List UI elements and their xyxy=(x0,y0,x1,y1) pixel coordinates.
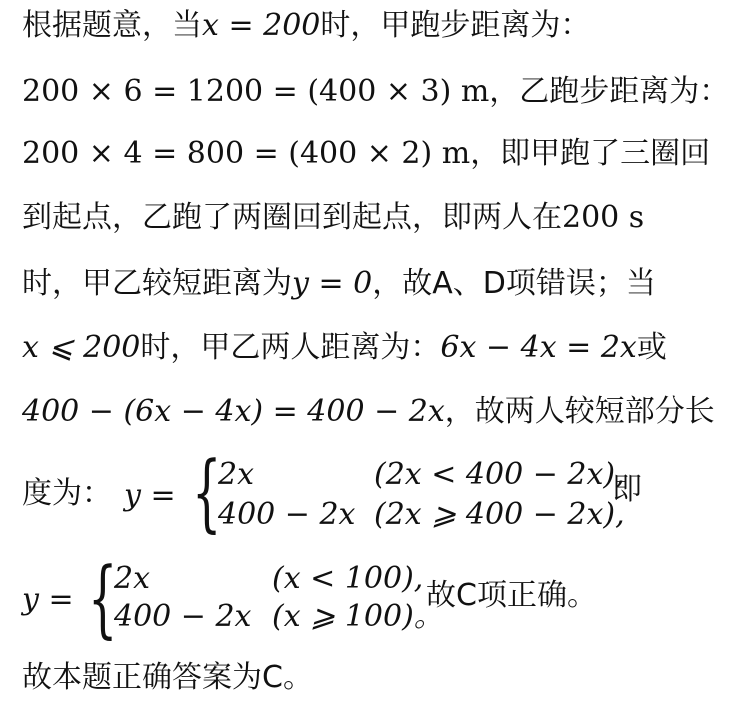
case-value: 400 − 2x xyxy=(218,497,356,532)
math-lhs: y = xyxy=(124,478,176,513)
line-5 xyxy=(22,264,742,304)
text: 时，甲乙两人距离为： xyxy=(140,330,441,365)
text: ，乙跑步距离为： xyxy=(489,74,730,109)
line-10 xyxy=(22,658,742,698)
case-condition: (2x < 400 − 2x), xyxy=(374,457,625,492)
text: 故C项正确。 xyxy=(426,578,597,613)
case-value: 2x xyxy=(114,561,151,596)
line-3 xyxy=(22,134,742,174)
line-1 xyxy=(22,6,742,46)
case-condition: (x < 100), xyxy=(272,561,424,596)
case-value: 400 − 2x xyxy=(114,599,252,634)
left-brace: { xyxy=(192,443,222,541)
math-lhs: y = xyxy=(22,582,74,617)
math-expr: 200 × 4 = 800 = (400 × 2) m xyxy=(22,136,471,171)
math-expr: 400 − (6x − 4x) = 400 − 2x xyxy=(22,394,445,429)
text: 故本题正确答案为C。 xyxy=(22,660,313,695)
line-6 xyxy=(22,328,742,368)
case-condition: (x ⩾ 100)。 xyxy=(272,599,444,634)
text: ，故A、D项错误；当 xyxy=(372,266,656,301)
math-expr: 200 × 6 = 1200 = (400 × 3) m xyxy=(22,74,490,109)
left-brace: { xyxy=(88,549,118,647)
text: 度为： xyxy=(22,476,112,511)
math-expr: x ⩽ 200 xyxy=(22,330,141,365)
text: ，即甲跑了三圈回 xyxy=(470,136,711,171)
math-expr: 6x − 4x = 2x xyxy=(440,330,637,365)
math-expr: y = 0 xyxy=(292,266,373,301)
text: 到起点，乙跑了两圈回到起点，即两人在 xyxy=(22,200,562,235)
case-value: 2x xyxy=(218,457,255,492)
text: 或 xyxy=(636,330,667,365)
line-2 xyxy=(22,72,742,112)
math-expr: 200 s xyxy=(562,200,645,235)
case-condition: (2x ⩾ 400 − 2x), xyxy=(374,497,625,532)
text: 即 xyxy=(612,472,642,507)
text: 时，甲乙较短距离为 xyxy=(22,266,292,301)
text: ，故两人较短部分长 xyxy=(444,394,715,429)
line-7 xyxy=(22,392,742,432)
math-expr: x = 200 xyxy=(202,8,321,43)
text: 时，甲跑步距离为： xyxy=(320,8,591,43)
text: 根据题意，当 xyxy=(22,8,202,43)
line-4 xyxy=(22,198,742,238)
